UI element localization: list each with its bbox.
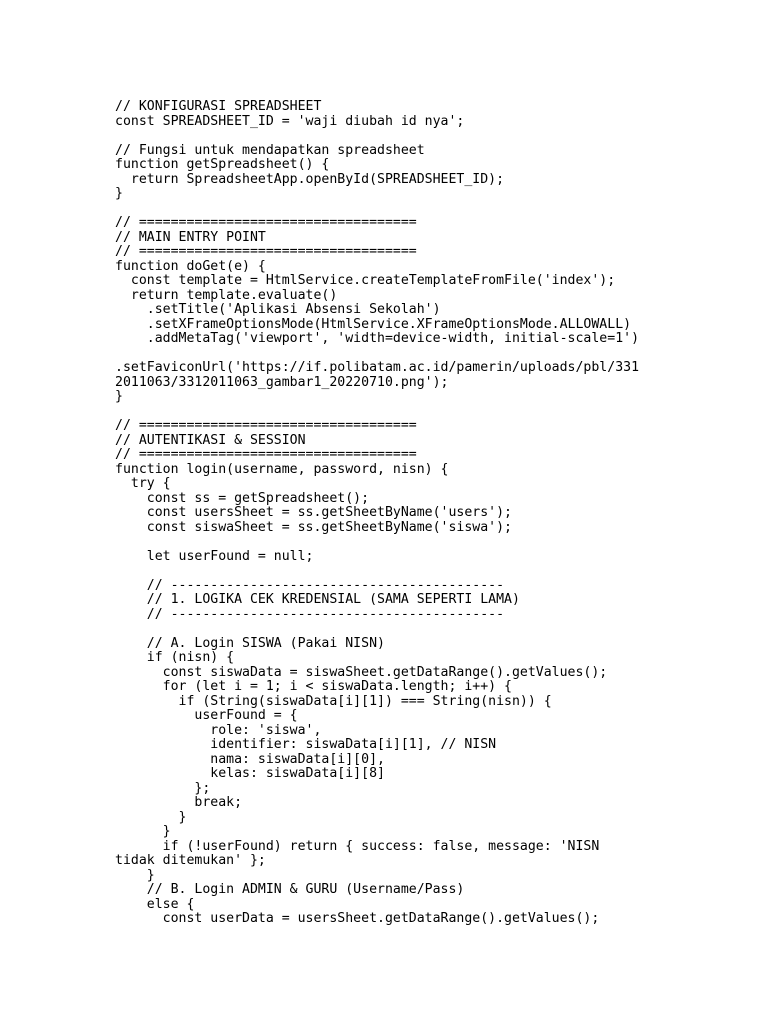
code-line: 2011063/3312011063_gambar1_20220710.png'); (115, 374, 449, 390)
code-line: function login(username, password, nisn) { (115, 461, 449, 477)
code-line (115, 347, 655, 362)
code-line (115, 535, 655, 550)
code-line: // =================================== (115, 447, 417, 462)
code-line: const userData = usersSheet.getDataRange().getValues(); (115, 911, 600, 926)
code-line: .setFaviconUrl('https://if.polibatam.ac.id/pamerin/uploads/pbl/331 (115, 360, 640, 375)
code-line: .setTitle('Aplikasi Absensi Sekolah') (115, 302, 441, 317)
code-listing (115, 100, 655, 927)
code-line: try { (115, 476, 171, 491)
code-line: identifier: siswaData[i][1], // NISN (115, 737, 497, 752)
code-line: return template.evaluate() (115, 287, 338, 303)
code-line (115, 405, 655, 420)
code-line: const siswaSheet = ss.getSheetByName('siswa'); (115, 519, 512, 535)
code-line: } (115, 809, 187, 825)
code-line: function doGet(e) { (115, 258, 266, 274)
code-line: role: 'siswa', (115, 722, 322, 738)
code-line: // B. Login ADMIN & GURU (Username/Pass) (115, 882, 465, 897)
code-line (115, 622, 655, 637)
code-line: const usersSheet = ss.getSheetByName('users'); (115, 505, 512, 520)
code-line: // Fungsi untuk mendapatkan spreadsheet (115, 142, 425, 158)
code-line: kelas: siswaData[i][8] (115, 766, 385, 781)
code-line: // A. Login SISWA (Pakai NISN) (115, 635, 385, 651)
code-line: // =================================== (115, 244, 417, 259)
code-line: return SpreadsheetApp.openById(SPREADSHEET_ID); (115, 171, 505, 187)
code-line: for (let i = 1; i < siswaData.length; i++) { (115, 679, 512, 694)
code-line: const ss = getSpreadsheet(); (115, 490, 370, 506)
code-line: if (String(siswaData[i][1]) === String(nisn)) { (115, 693, 552, 709)
code-line: // =================================== (115, 215, 417, 230)
code-line: if (nisn) { (115, 650, 235, 665)
code-line: } (115, 867, 155, 883)
code-line: tidak ditemukan' }; (115, 853, 266, 868)
code-line (115, 129, 655, 144)
code-line: } (115, 186, 123, 201)
code-line: // KONFIGURASI SPREADSHEET (115, 99, 322, 114)
code-line: const template = HtmlService.createTemplateFromFile('index'); (115, 273, 616, 288)
code-line (115, 202, 655, 217)
code-line: if (!userFound) return { success: false, message: 'NISN (115, 838, 600, 854)
code-line: const siswaData = siswaSheet.getDataRange().getValues(); (115, 664, 608, 680)
code-line: // MAIN ENTRY POINT (115, 229, 266, 245)
code-line: userFound = { (115, 708, 298, 723)
code-line: // AUTENTIKASI & SESSION (115, 432, 306, 448)
code-line (115, 564, 655, 579)
code-line: else { (115, 896, 195, 912)
code-line: // ------------------------------------------ (115, 606, 505, 622)
code-line: // 1. LOGIKA CEK KREDENSIAL (SAMA SEPERTI LAMA) (115, 592, 520, 607)
code-line: // =================================== (115, 418, 417, 433)
code-line: .addMetaTag('viewport', 'width=device-width, initial-scale=1') (115, 331, 640, 346)
code-line: } (115, 389, 123, 404)
code-line: .setXFrameOptionsMode(HtmlService.XFrameOptionsMode.ALLOWALL) (115, 316, 632, 332)
code-line: let userFound = null; (115, 548, 314, 564)
code-line: break; (115, 795, 243, 810)
code-line: const SPREADSHEET_ID = 'waji diubah id nya'; (115, 113, 465, 129)
code-line: // ------------------------------------------ (115, 577, 505, 593)
code-line: function getSpreadsheet() { (115, 157, 330, 172)
code-line: nama: siswaData[i][0], (115, 751, 385, 767)
code-line: }; (115, 780, 211, 796)
code-line: } (115, 824, 171, 839)
